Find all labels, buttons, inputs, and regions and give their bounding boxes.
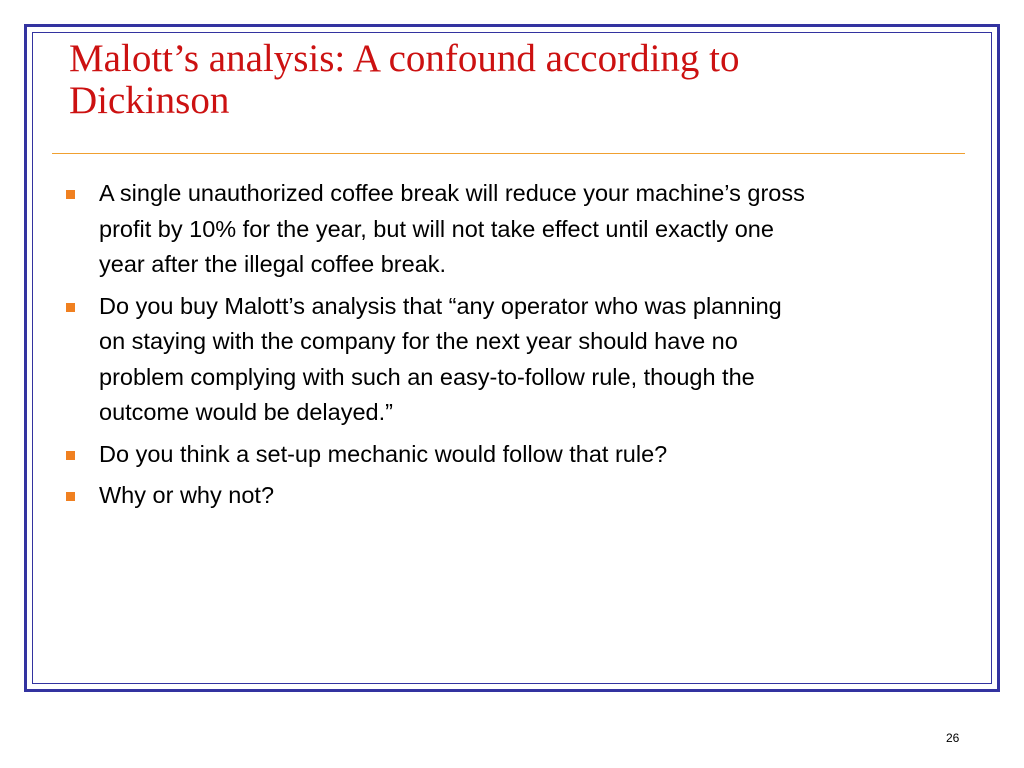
bullet-text-line: outcome would be delayed.” (99, 399, 393, 425)
slide-title-line-2: Dickinson (69, 79, 230, 122)
square-bullet-icon (66, 303, 75, 312)
bullet-text-line: year after the illegal coffee break. (99, 251, 447, 277)
bullet-text-line: problem complying with such an easy-to-follow rule, though the (99, 363, 755, 390)
bullet-text-line: A single unauthorized coffee break will reduce your machine’s gross (99, 180, 805, 206)
bullet-item (62, 478, 962, 514)
bullet-list (62, 176, 962, 520)
square-bullet-icon (66, 451, 75, 460)
slide-title (69, 38, 969, 122)
bullet-text-line: Do you think a set-up mechanic would follow that rule? (99, 440, 668, 467)
square-bullet-icon (66, 492, 75, 501)
square-bullet-icon (66, 190, 75, 199)
bullet-text-line: Do you buy Malott’s analysis that “any operator who was planning (99, 292, 782, 319)
bullet-text-line: on staying with the company for the next year should have no (99, 328, 738, 354)
bullet-text-line: Why or why not? (99, 482, 275, 508)
bullet-item (62, 176, 962, 283)
slide-title-line-1: Malott’s analysis: A confound according to (69, 37, 740, 80)
page-number: 26 (946, 731, 960, 745)
bullet-text-line: profit by 10% for the year, but will not take effect until exactly one (99, 215, 774, 242)
bullet-item (62, 437, 962, 473)
title-divider (52, 153, 965, 154)
bullet-item (62, 289, 962, 431)
